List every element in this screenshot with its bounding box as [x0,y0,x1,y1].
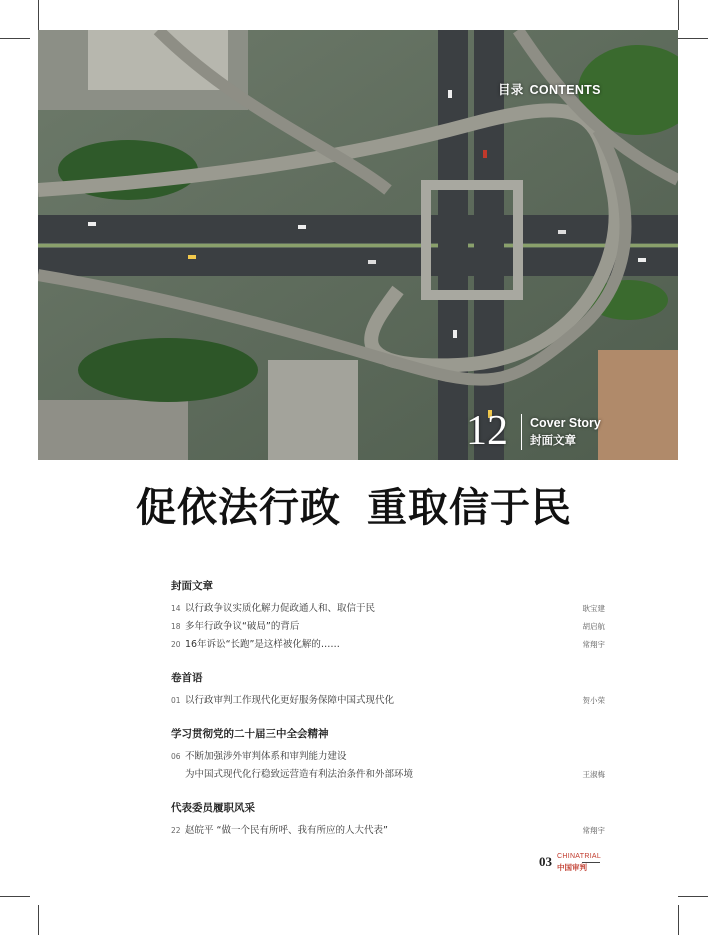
contents-label-en: CONTENTS [529,83,601,97]
crop-mark [678,896,708,897]
toc-section-cover-story [171,578,605,654]
entry-page: 22 [171,826,181,835]
entry-author: 胡启航 [582,622,605,631]
cover-story-label-cn: 封面文章 [530,433,576,447]
entry-author: 耿宝建 [582,604,605,613]
toc-entry[interactable] [171,636,605,654]
page-number: 03 [539,854,552,869]
entry-page: 20 [171,640,181,649]
toc-section-preface [171,670,605,710]
magazine-logo-en: CHINATRIAL [557,853,602,860]
toc-section-plenary-study [171,726,605,784]
entry-author: 常翔宇 [582,826,605,835]
crop-mark [38,0,39,30]
toc-entry[interactable] [171,822,605,840]
cover-story-page-number: 12 [466,408,508,454]
toc-entry[interactable] [171,692,605,710]
section-title: 封面文章 [171,580,213,592]
entry-title: 多年行政争议“破局”的背后 [185,621,300,632]
contents-label-cn: 目录 [498,83,524,97]
entry-title: 以行政审判工作现代化更好服务保障中国式现代化 [185,695,395,706]
entry-author: 王淑梅 [582,770,605,779]
crop-mark [0,896,30,897]
section-title: 代表委员履职风采 [171,802,255,814]
page-title-part-2: 重取信于民 [367,485,572,531]
toc-section-deputies [171,800,605,840]
crop-mark [0,38,30,39]
magazine-logo-cn: 中国审判 [557,863,587,872]
footer-rule [582,862,600,863]
toc-entry[interactable] [171,600,605,618]
entry-page: 06 [171,752,181,761]
cover-story-label-en: Cover Story [530,416,601,430]
section-title: 学习贯彻党的二十届三中全会精神 [171,728,329,740]
crop-mark [38,905,39,935]
cover-story-divider [521,414,522,450]
entry-author: 贺小荣 [582,696,605,705]
toc-entry[interactable] [171,618,605,636]
toc-entry[interactable] [171,748,605,766]
entry-page: 01 [171,696,181,705]
entry-title: 以行政争议实质化解力促政通人和、取信于民 [185,603,376,614]
contents-label [498,80,607,98]
toc-entry[interactable] [171,766,605,784]
crop-mark [678,38,708,39]
entry-page: 14 [171,604,181,613]
page-title [0,476,708,533]
section-title: 卷首语 [171,672,203,684]
entry-title: 不断加强涉外审判体系和审判能力建设 [185,751,347,762]
entry-title: 为中国式现代化行稳致远营造有利法治条件和外部环境 [185,769,414,780]
entry-page: 18 [171,622,181,631]
entry-title: 赵皖平 “做一个民有所呼、我有所应的人大代表” [185,825,388,836]
page-title-part-1: 促依法行政 [136,485,341,531]
crop-mark [678,0,679,30]
crop-mark [678,905,679,935]
entry-title: 16年诉讼“长跑”是这样被化解的…… [185,639,340,650]
entry-author: 常翔宇 [582,640,605,649]
